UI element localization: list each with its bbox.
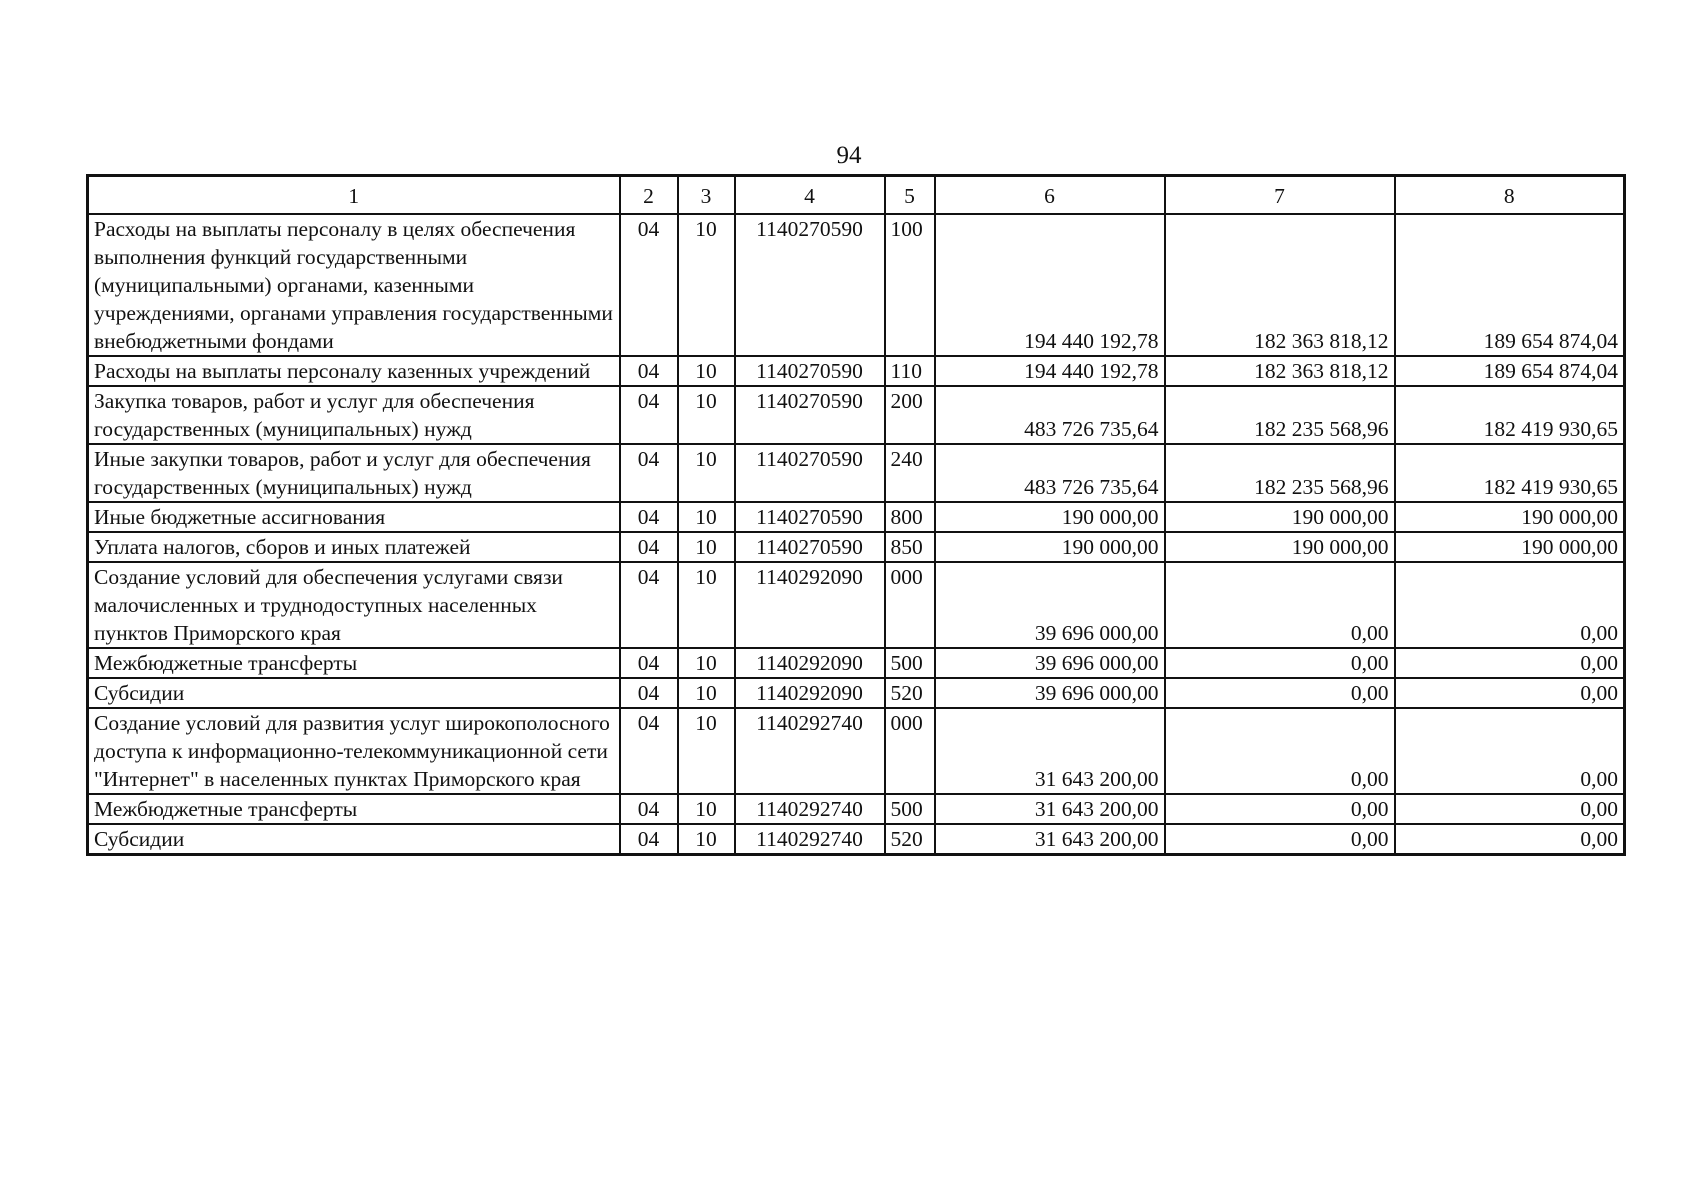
amount-year3-cell: 0,00 (1395, 824, 1625, 855)
section-code-cell: 04 (620, 214, 678, 356)
target-article-cell: 1140270590 (735, 356, 885, 386)
column-header: 1 (88, 176, 620, 215)
amount-year2-cell: 182 363 818,12 (1165, 214, 1395, 356)
amount-year2-cell: 0,00 (1165, 648, 1395, 678)
target-article-cell: 1140270590 (735, 502, 885, 532)
column-header: 6 (935, 176, 1165, 215)
amount-year2-cell: 0,00 (1165, 794, 1395, 824)
amount-year1-cell: 31 643 200,00 (935, 708, 1165, 794)
expense-name-cell: Уплата налогов, сборов и иных платежей (88, 532, 620, 562)
page-number: 94 (836, 142, 862, 169)
amount-year3-cell: 189 654 874,04 (1395, 214, 1625, 356)
amount-year3-cell: 189 654 874,04 (1395, 356, 1625, 386)
amount-year3-cell: 0,00 (1395, 708, 1625, 794)
section-code-cell: 04 (620, 648, 678, 678)
section-code-cell: 04 (620, 386, 678, 444)
table-row (88, 678, 1625, 708)
target-article-cell: 1140292090 (735, 562, 885, 648)
expense-name-cell: Субсидии (88, 678, 620, 708)
column-header: 5 (885, 176, 935, 215)
expense-type-cell: 000 (885, 562, 935, 648)
section-code-cell: 04 (620, 562, 678, 648)
target-article-cell: 1140292740 (735, 824, 885, 855)
amount-year1-cell: 194 440 192,78 (935, 356, 1165, 386)
subsection-code-cell: 10 (678, 444, 735, 502)
expense-type-cell: 520 (885, 824, 935, 855)
column-header: 4 (735, 176, 885, 215)
amount-year3-cell: 190 000,00 (1395, 532, 1625, 562)
expense-type-cell: 000 (885, 708, 935, 794)
table-row (88, 502, 1625, 532)
amount-year2-cell: 190 000,00 (1165, 532, 1395, 562)
table-row (88, 708, 1625, 794)
subsection-code-cell: 10 (678, 562, 735, 648)
amount-year1-cell: 194 440 192,78 (935, 214, 1165, 356)
subsection-code-cell: 10 (678, 214, 735, 356)
target-article-cell: 1140292090 (735, 678, 885, 708)
table-row (88, 794, 1625, 824)
section-code-cell: 04 (620, 444, 678, 502)
subsection-code-cell: 10 (678, 708, 735, 794)
amount-year2-cell: 190 000,00 (1165, 502, 1395, 532)
expense-name-cell: Иные закупки товаров, работ и услуг для обеспечения государственных (муниципальных) нужд (88, 444, 620, 502)
target-article-cell: 1140270590 (735, 386, 885, 444)
expense-name-cell: Расходы на выплаты персоналу в целях обеспечения выполнения функций государственными (муниципальными) органами, казенными учреждениями, органами управления государственными внебюджетными фондами (88, 214, 620, 356)
section-code-cell: 04 (620, 794, 678, 824)
expense-type-cell: 240 (885, 444, 935, 502)
amount-year2-cell: 0,00 (1165, 824, 1395, 855)
budget-table (86, 174, 1626, 856)
expense-type-cell: 500 (885, 794, 935, 824)
table-header-row (88, 176, 1625, 215)
target-article-cell: 1140270590 (735, 214, 885, 356)
table-row (88, 444, 1625, 502)
expense-name-cell: Иные бюджетные ассигнования (88, 502, 620, 532)
amount-year2-cell: 182 235 568,96 (1165, 386, 1395, 444)
section-code-cell: 04 (620, 708, 678, 794)
column-header: 3 (678, 176, 735, 215)
amount-year3-cell: 0,00 (1395, 794, 1625, 824)
amount-year1-cell: 31 643 200,00 (935, 824, 1165, 855)
expense-type-cell: 850 (885, 532, 935, 562)
subsection-code-cell: 10 (678, 502, 735, 532)
subsection-code-cell: 10 (678, 824, 735, 855)
table-row (88, 562, 1625, 648)
amount-year1-cell: 483 726 735,64 (935, 444, 1165, 502)
amount-year2-cell: 0,00 (1165, 562, 1395, 648)
subsection-code-cell: 10 (678, 532, 735, 562)
amount-year2-cell: 182 235 568,96 (1165, 444, 1395, 502)
subsection-code-cell: 10 (678, 356, 735, 386)
table-row (88, 214, 1625, 356)
expense-name-cell: Межбюджетные трансферты (88, 648, 620, 678)
target-article-cell: 1140270590 (735, 444, 885, 502)
amount-year3-cell: 0,00 (1395, 678, 1625, 708)
amount-year1-cell: 39 696 000,00 (935, 562, 1165, 648)
amount-year1-cell: 190 000,00 (935, 502, 1165, 532)
table-row (88, 356, 1625, 386)
amount-year3-cell: 0,00 (1395, 648, 1625, 678)
expense-name-cell: Создание условий для развития услуг широкополосного доступа к информационно-телекоммуникационной сети "Интернет" в населенных пунктах Приморского края (88, 708, 620, 794)
section-code-cell: 04 (620, 356, 678, 386)
section-code-cell: 04 (620, 678, 678, 708)
amount-year3-cell: 190 000,00 (1395, 502, 1625, 532)
target-article-cell: 1140270590 (735, 532, 885, 562)
expense-name-cell: Расходы на выплаты персоналу казенных учреждений (88, 356, 620, 386)
subsection-code-cell: 10 (678, 648, 735, 678)
expense-type-cell: 800 (885, 502, 935, 532)
expense-type-cell: 500 (885, 648, 935, 678)
expense-name-cell: Субсидии (88, 824, 620, 855)
amount-year1-cell: 39 696 000,00 (935, 648, 1165, 678)
amount-year3-cell: 182 419 930,65 (1395, 444, 1625, 502)
table-row (88, 648, 1625, 678)
table-row (88, 824, 1625, 855)
table-row (88, 532, 1625, 562)
expense-type-cell: 100 (885, 214, 935, 356)
column-header: 8 (1395, 176, 1625, 215)
expense-type-cell: 110 (885, 356, 935, 386)
table-row (88, 386, 1625, 444)
target-article-cell: 1140292740 (735, 708, 885, 794)
expense-name-cell: Закупка товаров, работ и услуг для обеспечения государственных (муниципальных) нужд (88, 386, 620, 444)
subsection-code-cell: 10 (678, 386, 735, 444)
amount-year1-cell: 190 000,00 (935, 532, 1165, 562)
target-article-cell: 1140292090 (735, 648, 885, 678)
amount-year2-cell: 0,00 (1165, 708, 1395, 794)
amount-year1-cell: 31 643 200,00 (935, 794, 1165, 824)
target-article-cell: 1140292740 (735, 794, 885, 824)
section-code-cell: 04 (620, 532, 678, 562)
expense-type-cell: 520 (885, 678, 935, 708)
column-header: 7 (1165, 176, 1395, 215)
column-header: 2 (620, 176, 678, 215)
amount-year1-cell: 39 696 000,00 (935, 678, 1165, 708)
amount-year3-cell: 0,00 (1395, 562, 1625, 648)
section-code-cell: 04 (620, 502, 678, 532)
expense-name-cell: Создание условий для обеспечения услугами связи малочисленных и труднодоступных населенных пунктов Приморского края (88, 562, 620, 648)
subsection-code-cell: 10 (678, 794, 735, 824)
amount-year1-cell: 483 726 735,64 (935, 386, 1165, 444)
section-code-cell: 04 (620, 824, 678, 855)
expense-name-cell: Межбюджетные трансферты (88, 794, 620, 824)
amount-year3-cell: 182 419 930,65 (1395, 386, 1625, 444)
expense-type-cell: 200 (885, 386, 935, 444)
amount-year2-cell: 182 363 818,12 (1165, 356, 1395, 386)
amount-year2-cell: 0,00 (1165, 678, 1395, 708)
subsection-code-cell: 10 (678, 678, 735, 708)
